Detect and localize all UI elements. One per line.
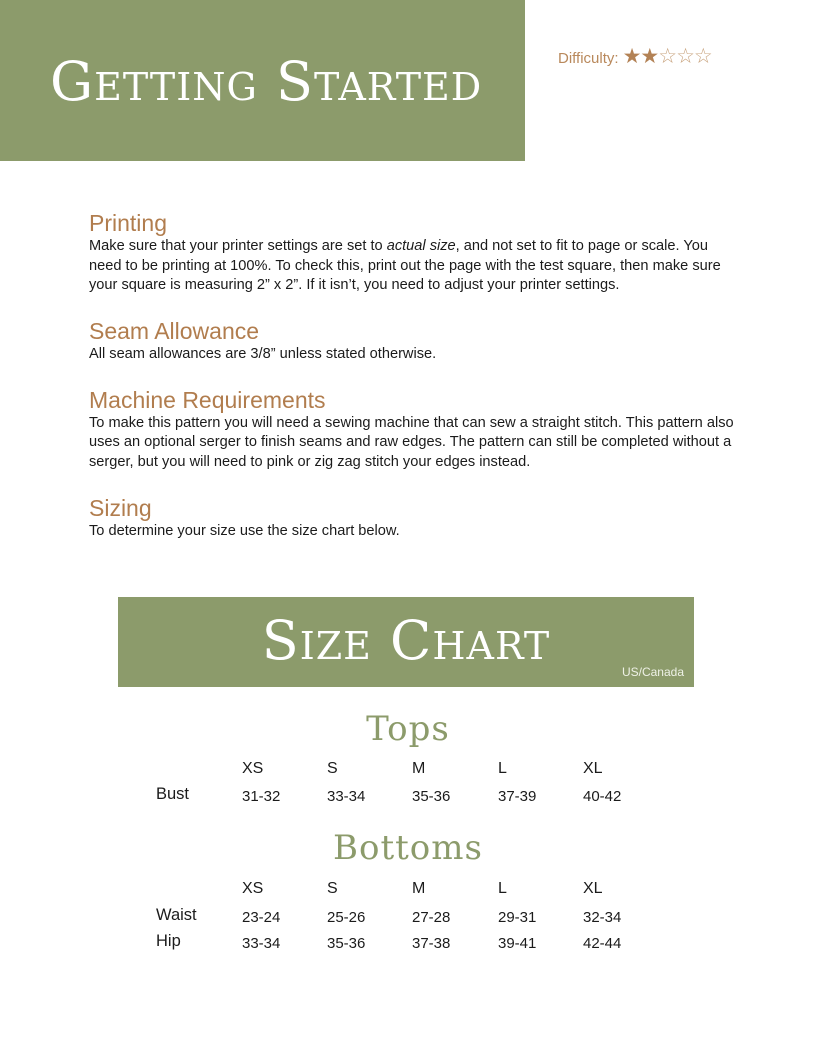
instructions <box>89 210 739 563</box>
difficulty-label: Difficulty: <box>558 50 619 67</box>
size-value: 35-36 <box>327 935 366 952</box>
size-value: 31-32 <box>242 788 281 805</box>
size-label: M <box>412 760 426 777</box>
section-machine-requirements <box>89 387 739 473</box>
size-label: S <box>327 880 338 897</box>
difficulty-rating <box>558 46 712 67</box>
row-label: Waist <box>156 906 197 924</box>
section-body <box>89 237 739 296</box>
size-value: 37-38 <box>412 935 451 952</box>
page-title: Getting Started <box>50 50 483 113</box>
body-text: , and not set to fit to page or scale. You need to be printing at 100%. To check this, print out the page with the test square, then make sure your square is measuring 2” x 2”. If it isn’t, you need to adjust your printer settings. <box>89 238 721 294</box>
size-value: 33-34 <box>327 788 366 805</box>
size-label: S <box>327 760 338 777</box>
size-chart-region: US/Canada <box>621 665 684 679</box>
star-empty-icon: ☆ <box>676 44 695 68</box>
star-filled-icon: ★ <box>622 44 642 68</box>
size-value: 29-31 <box>498 909 537 926</box>
tops-title: Tops <box>366 709 450 749</box>
section-heading: Seam Allowance <box>89 317 260 344</box>
size-value: 27-28 <box>412 909 451 926</box>
size-label: XS <box>242 880 264 897</box>
body-text: Make sure that your printer settings are set to <box>89 238 387 255</box>
section-sizing <box>89 495 739 542</box>
size-value: 23-24 <box>242 909 281 926</box>
size-label: XL <box>583 880 603 897</box>
size-value: 33-34 <box>242 935 281 952</box>
row-label: Bust <box>156 785 190 803</box>
bottoms-title: Bottoms <box>333 828 483 868</box>
size-value: 35-36 <box>412 788 451 805</box>
body-emphasis: actual size <box>386 238 456 255</box>
size-value: 25-26 <box>327 909 366 926</box>
size-label: M <box>412 880 426 897</box>
size-chart-title: Size Chart <box>261 609 551 672</box>
size-label: L <box>498 760 507 777</box>
size-label: L <box>498 880 507 897</box>
section-heading: Sizing <box>89 494 152 521</box>
star-empty-icon: ☆ <box>693 44 713 68</box>
section-body: To determine your size use the size chart below. <box>89 522 400 539</box>
size-value: 39-41 <box>498 935 537 952</box>
size-value: 40-42 <box>583 788 622 805</box>
section-heading: Machine Requirements <box>89 386 326 413</box>
size-label: XS <box>242 760 264 777</box>
section-heading: Printing <box>89 210 167 236</box>
section-printing <box>89 210 739 296</box>
size-value: 42-44 <box>583 935 622 952</box>
size-value: 37-39 <box>498 788 537 805</box>
header-banner <box>0 0 525 161</box>
section-body: All seam allowances are 3/8” unless stated otherwise. <box>89 346 437 363</box>
star-filled-icon: ★ <box>640 44 660 68</box>
section-seam-allowance <box>89 318 739 365</box>
section-body: To make this pattern you will need a sewing machine that can sew a straight stitch. This pattern also uses an optional serger to finish seams and raw edges. The pattern can still be completed without a serger, but you will need to pink or zig zag stitch your edges instead. <box>89 414 734 470</box>
row-label: Hip <box>156 932 181 950</box>
size-chart-banner <box>118 597 694 687</box>
size-value: 32-34 <box>583 909 622 926</box>
star-empty-icon: ☆ <box>658 44 678 68</box>
size-label: XL <box>583 760 603 777</box>
